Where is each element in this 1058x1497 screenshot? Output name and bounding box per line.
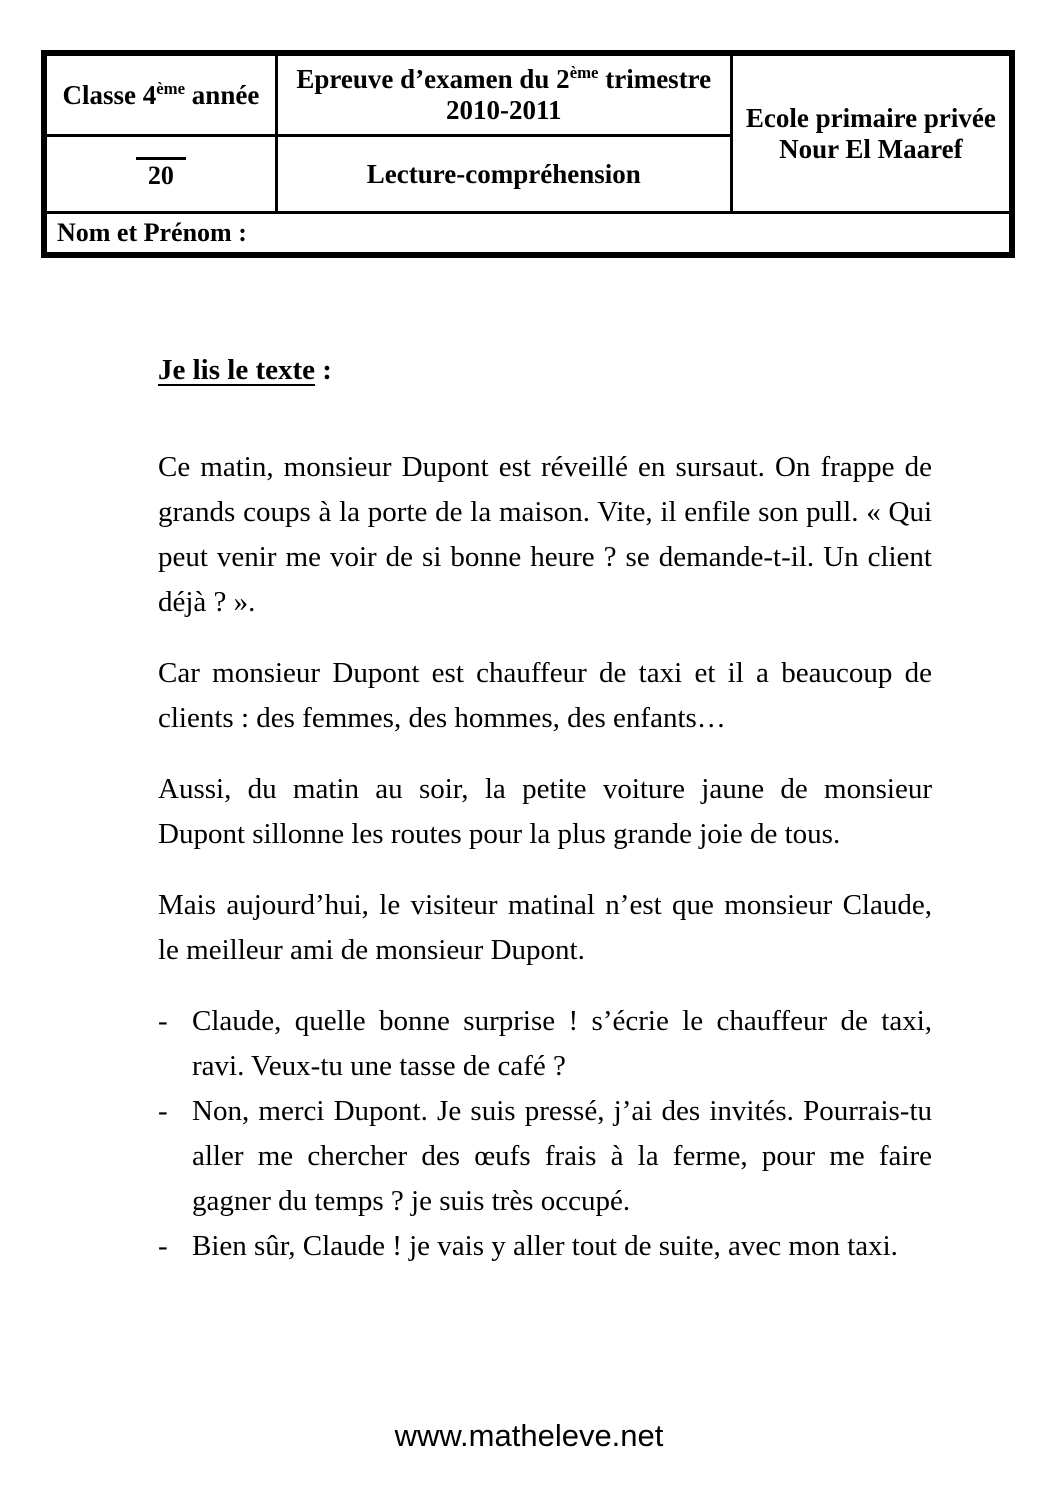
exam-year: 2010-2011 xyxy=(446,95,562,125)
class-label-suffix: année xyxy=(185,79,260,110)
footer xyxy=(0,1418,1058,1454)
class-label-prefix: Classe 4 xyxy=(62,79,157,110)
section-heading-colon: : xyxy=(315,354,332,386)
dialogue-item xyxy=(158,1089,932,1224)
school-cell xyxy=(731,53,1012,213)
dialogue-item xyxy=(158,999,932,1089)
header-row-3 xyxy=(44,213,1012,256)
reading-text-section xyxy=(158,348,932,1269)
section-heading xyxy=(158,348,932,393)
school-name-line1: Ecole primaire privée xyxy=(745,102,996,133)
section-heading-underlined: Je lis le texte xyxy=(158,354,316,386)
dialogue-dash: - xyxy=(158,1230,168,1262)
dialogue-text-1: Claude, quelle bonne surprise ! s’écrie le chauffeur de taxi, ravi. Veux-tu une tasse de café ? xyxy=(192,1005,932,1082)
paragraph-1: Ce matin, monsieur Dupont est réveillé en sursaut. On frappe de grands coups à la porte de la maison. Vite, il enfile son pull. « Qui peut venir me voir de si bonne heure ? se demande-t-il. Un client déjà ? ». xyxy=(158,451,932,618)
exam-header-table xyxy=(41,50,1015,258)
exam-title-prefix: Epreuve d’examen du 2 xyxy=(296,64,570,94)
paragraph-2: Car monsieur Dupont est chauffeur de taxi et il a beaucoup de clients : des femmes, des hommes, des enfants… xyxy=(158,657,932,734)
name-field-label: Nom et Prénom : xyxy=(57,218,247,247)
header-row-1 xyxy=(44,53,1012,136)
score-cell xyxy=(44,136,276,213)
subject-cell xyxy=(276,136,731,213)
class-cell xyxy=(44,53,276,136)
paragraph-3: Aussi, du matin au soir, la petite voiture jaune de monsieur Dupont sillonne les routes pour la plus grande joie de tous. xyxy=(158,773,932,850)
dialogue-dash: - xyxy=(158,1095,168,1127)
dialogue-text-2: Non, merci Dupont. Je suis pressé, j’ai des invités. Pourrais-tu aller me chercher des œufs frais à la ferme, pour me faire gagner du temps ? je suis très occupé. xyxy=(192,1095,932,1217)
score-fraction: 20 xyxy=(136,157,186,191)
website-url: www.matheleve.net xyxy=(394,1418,664,1453)
exam-ordinal-sup: ème xyxy=(569,63,599,82)
dialogue-item xyxy=(158,1224,932,1269)
dialogue-dash: - xyxy=(158,1005,168,1037)
class-ordinal-sup: ème xyxy=(156,78,186,98)
dialogue-text-3: Bien sûr, Claude ! je vais y aller tout de suite, avec mon taxi. xyxy=(192,1230,898,1262)
dialogue-list xyxy=(158,999,932,1269)
subject-label: Lecture-compréhension xyxy=(366,158,641,189)
exam-title-cell xyxy=(276,53,731,136)
school-name-line2: Nour El Maaref xyxy=(779,133,963,164)
name-field-cell xyxy=(44,213,1012,256)
paragraph-4: Mais aujourd’hui, le visiteur matinal n’est que monsieur Claude, le meilleur ami de monsieur Dupont. xyxy=(158,889,932,966)
exam-title-suffix: trimestre xyxy=(598,64,712,94)
